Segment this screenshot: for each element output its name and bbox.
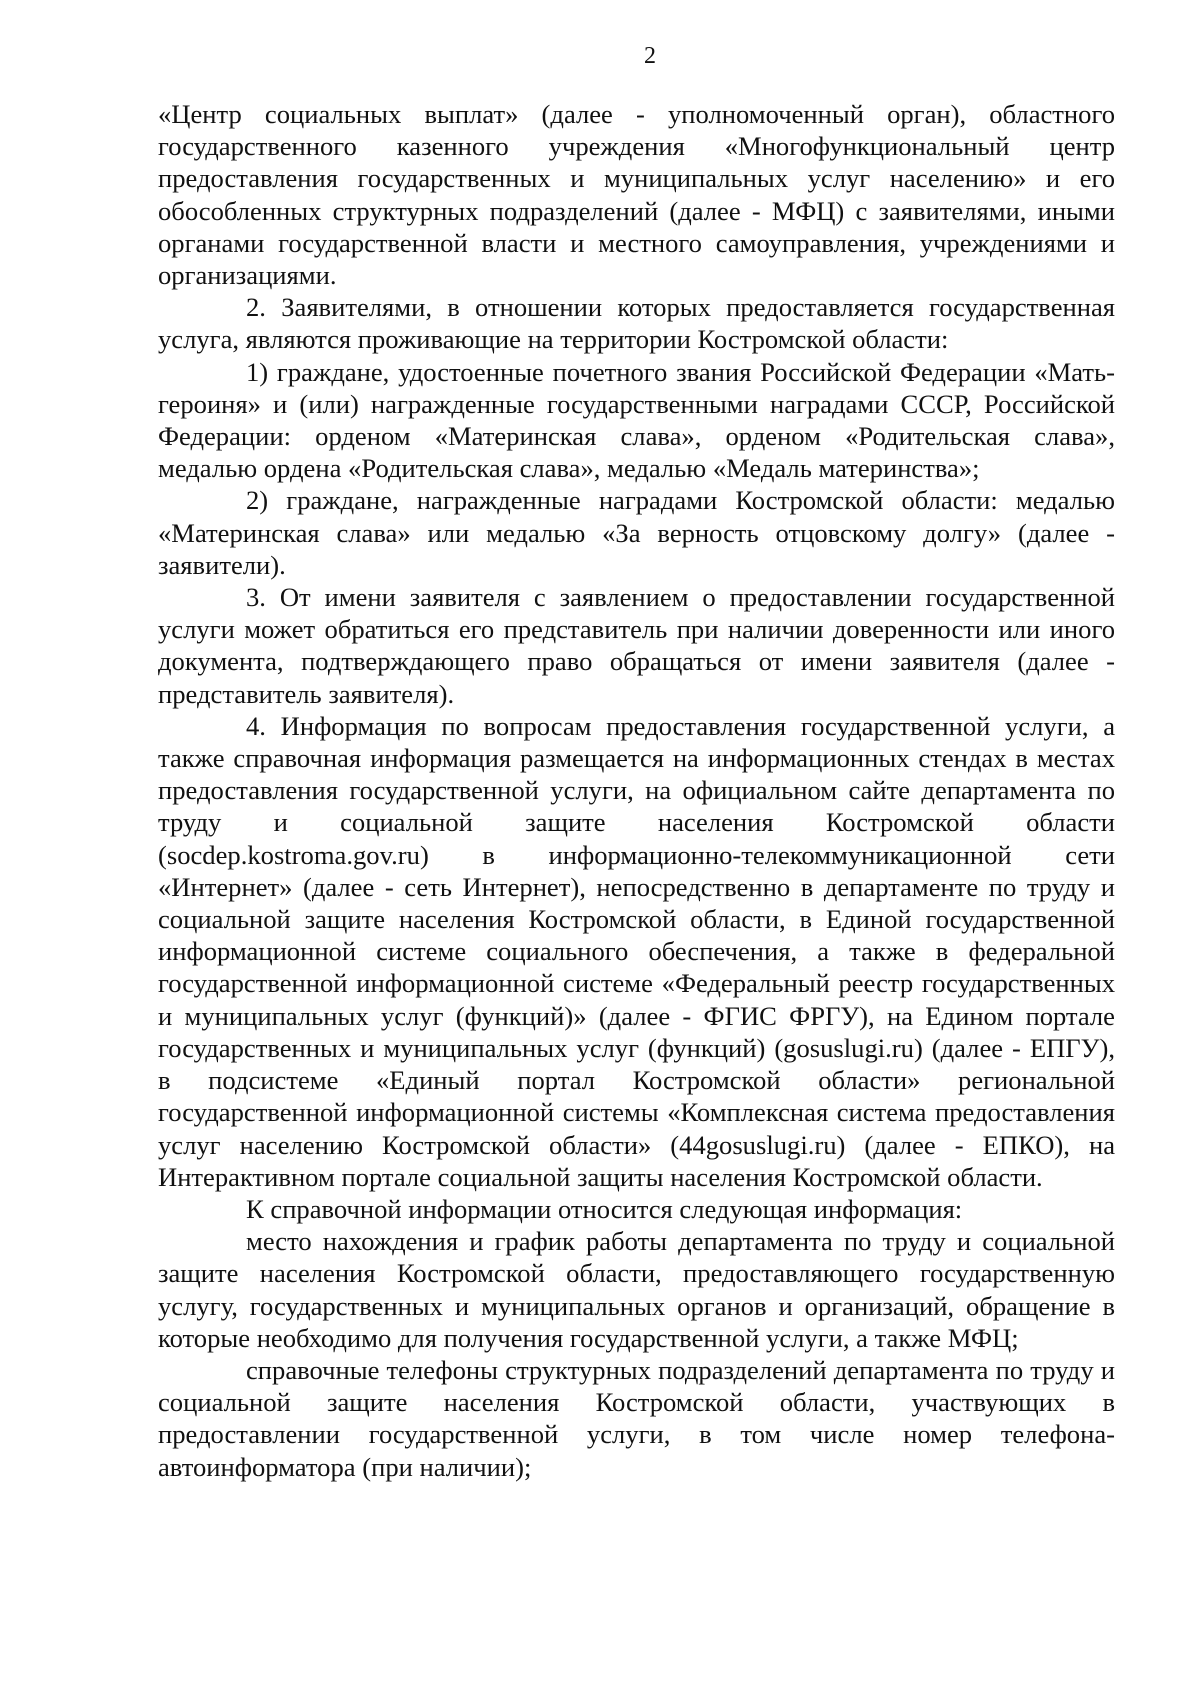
document-body: [158, 98, 1115, 1483]
paragraph-continuation: «Центр социальных выплат» (далее - уполномоченный орган), областного государственного казенного учреждения «Многофункциональный центр предоставления государственных и муниципальных услуг населению» и его обособленных структурных подразделений (далее - МФЦ) с заявителями, иными органами государственной власти и местного самоуправления, учреждениями и организациями.: [158, 99, 1115, 291]
paragraph-item-4: 4. Информация по вопросам предоставления государственной услуги, а также справочная информация размещается на информационных стендах в местах предоставления государственной услуги, на официальном сайте департамента по труду и социальной защите населения Костромской области (socdep.kostroma.gov.ru) в информационно-телекоммуникационной сети «Интернет» (далее - сеть Интернет), непосредственно в департаменте по труду и социальной защите населения Костромской области, в Единой государственной информационной системе социального обеспечения, а также в федеральной государственной информационной системе «Федеральный реестр государственных и муниципальных услуг (функций)» (далее - ФГИС ФРГУ), на Едином портале государственных и муниципальных услуг (функций) (gosuslugi.ru) (далее - ЕПГУ), в подсистеме «Единый портал Костромской области» региональной государственной информационной системы «Комплексная система предоставления услуг населению Костромской области» (44gosuslugi.ru) (далее - ЕПКО), на Интерактивном портале социальной защиты населения Костромской области.: [158, 710, 1115, 1192]
paragraph-location-schedule: место нахождения и график работы департамента по труду и социальной защите населения Костромской области, предоставляющего государственную услугу, государственных и муниципальных органов и организаций, обращение в которые необходимо для получения государственной услуги, а также МФЦ;: [158, 1226, 1115, 1353]
paragraph-item-2: 2. Заявителями, в отношении которых предоставляется государственная услуга, являются проживающие на территории Костромской области:: [158, 292, 1115, 355]
paragraph-phones: справочные телефоны структурных подразделений департамента по труду и социальной защите населения Костромской области, участвующих в предоставлении государственной услуги, в том числе номер телефона-автоинформатора (при наличии);: [158, 1354, 1115, 1482]
page-number: 2: [644, 43, 656, 69]
paragraph-subitem-1: 1) граждане, удостоенные почетного звания Российской Федерации «Мать-героиня» и (или) награжденные государственными наградами СССР, Российской Федерации: орденом «Материнская слава», орденом «Родительская слава», медалью ордена «Родительская слава», медалью «Медаль материнства»;: [158, 356, 1115, 484]
paragraph-subitem-2: 2) граждане, награжденные наградами Костромской области: медалью «Материнская слава» или медалью «За верность отцовскому долгу» (далее - заявители).: [158, 485, 1115, 580]
paragraph-item-3: 3. От имени заявителя с заявлением о предоставлении государственной услуги может обратиться его представитель при наличии доверенности или иного документа, подтверждающего право обращаться от имени заявителя (далее - представитель заявителя).: [158, 582, 1115, 709]
paragraph-reference-intro: К справочной информации относится следующая информация:: [246, 1193, 963, 1224]
